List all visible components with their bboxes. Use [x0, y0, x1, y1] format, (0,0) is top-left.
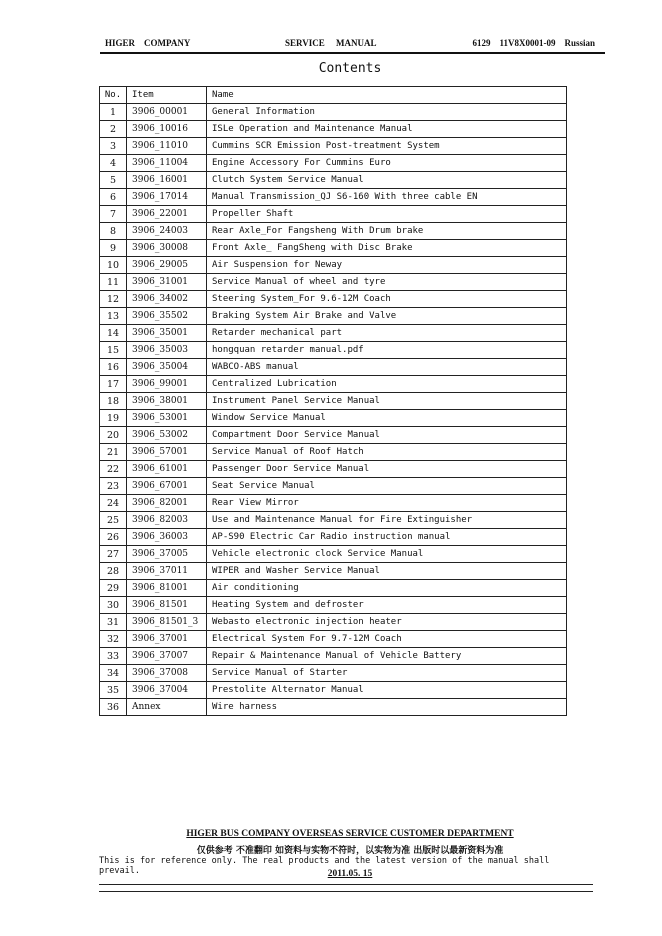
table-header-row	[100, 87, 567, 104]
column-header-name: Name	[207, 87, 567, 104]
row-item-code: 3906_10016	[127, 121, 207, 138]
table-row	[100, 325, 567, 342]
row-name: Seat Service Manual	[207, 478, 567, 495]
row-name: Braking System Air Brake and Valve	[207, 308, 567, 325]
row-number: 5	[100, 172, 127, 189]
row-name: WIPER and Washer Service Manual	[207, 563, 567, 580]
table-row	[100, 376, 567, 393]
row-name: Front Axle_ FangSheng with Disc Brake	[207, 240, 567, 257]
table-row	[100, 342, 567, 359]
row-name: Passenger Door Service Manual	[207, 461, 567, 478]
row-item-code: 3906_35502	[127, 308, 207, 325]
row-item-code: 3906_35001	[127, 325, 207, 342]
row-number: 12	[100, 291, 127, 308]
table-row	[100, 529, 567, 546]
header-doc-type: SERVICE MANUAL	[285, 38, 377, 48]
row-number: 13	[100, 308, 127, 325]
row-item-code: 3906_67001	[127, 478, 207, 495]
table-row	[100, 393, 567, 410]
row-name: AP-S90 Electric Car Radio instruction manual	[207, 529, 567, 546]
row-number: 21	[100, 444, 127, 461]
row-name: Compartment Door Service Manual	[207, 427, 567, 444]
row-name: Air conditioning	[207, 580, 567, 597]
table-row	[100, 631, 567, 648]
row-number: 6	[100, 189, 127, 206]
row-number: 20	[100, 427, 127, 444]
row-number: 1	[100, 104, 127, 121]
row-item-code: 3906_61001	[127, 461, 207, 478]
table-row	[100, 648, 567, 665]
header-company: HIGER COMPANY	[105, 38, 191, 48]
row-number: 25	[100, 512, 127, 529]
row-number: 34	[100, 665, 127, 682]
row-number: 9	[100, 240, 127, 257]
row-item-code: 3906_38001	[127, 393, 207, 410]
row-number: 2	[100, 121, 127, 138]
row-number: 17	[100, 376, 127, 393]
table-row	[100, 682, 567, 699]
row-name: Engine Accessory For Cummins Euro	[207, 155, 567, 172]
footer-rule-bottom	[99, 891, 593, 892]
row-name: Propeller Shaft	[207, 206, 567, 223]
row-number: 31	[100, 614, 127, 631]
row-number: 14	[100, 325, 127, 342]
row-number: 35	[100, 682, 127, 699]
row-item-code: 3906_30008	[127, 240, 207, 257]
row-item-code: 3906_53002	[127, 427, 207, 444]
row-item-code: 3906_37005	[127, 546, 207, 563]
row-number: 33	[100, 648, 127, 665]
table-row	[100, 665, 567, 682]
row-number: 24	[100, 495, 127, 512]
table-row	[100, 478, 567, 495]
row-name: Repair & Maintenance Manual of Vehicle Battery	[207, 648, 567, 665]
row-item-code: 3906_53001	[127, 410, 207, 427]
row-name: Cummins SCR Emission Post-treatment System	[207, 138, 567, 155]
table-row	[100, 138, 567, 155]
row-item-code: 3906_11004	[127, 155, 207, 172]
row-item-code: 3906_11010	[127, 138, 207, 155]
table-row	[100, 461, 567, 478]
header-doc-code: 6129 11V8X0001-09 Russian	[472, 38, 595, 48]
table-row	[100, 257, 567, 274]
row-item-code: 3906_81501_3	[127, 614, 207, 631]
row-name: ISLe Operation and Maintenance Manual	[207, 121, 567, 138]
table-row	[100, 104, 567, 121]
contents-table	[99, 86, 567, 716]
table-row	[100, 410, 567, 427]
table-row	[100, 291, 567, 308]
row-name: Air Suspension for Neway	[207, 257, 567, 274]
row-name: Use and Maintenance Manual for Fire Extinguisher	[207, 512, 567, 529]
row-name: Service Manual of Roof Hatch	[207, 444, 567, 461]
row-name: Vehicle electronic clock Service Manual	[207, 546, 567, 563]
row-name: Steering System_For 9.6-12M Coach	[207, 291, 567, 308]
row-number: 15	[100, 342, 127, 359]
column-header-no: No.	[100, 87, 127, 104]
row-name: General Information	[207, 104, 567, 121]
row-number: 19	[100, 410, 127, 427]
row-item-code: 3906_29005	[127, 257, 207, 274]
table-row	[100, 274, 567, 291]
footer-notice-cn: 仅供参考 不准翻印 如资料与实物不符时，以实物为准 出版时以最新资料为准	[196, 846, 504, 856]
table-row	[100, 563, 567, 580]
footer-date: 2011.05. 15	[327, 869, 373, 879]
row-name: Centralized Lubrication	[207, 376, 567, 393]
row-item-code: 3906_37011	[127, 563, 207, 580]
row-item-code: 3906_81501	[127, 597, 207, 614]
row-number: 10	[100, 257, 127, 274]
row-name: Webasto electronic injection heater	[207, 614, 567, 631]
row-name: Clutch System Service Manual	[207, 172, 567, 189]
row-number: 16	[100, 359, 127, 376]
row-item-code: 3906_37007	[127, 648, 207, 665]
row-item-code: 3906_36003	[127, 529, 207, 546]
table-row	[100, 427, 567, 444]
row-item-code: 3906_37001	[127, 631, 207, 648]
row-number: 4	[100, 155, 127, 172]
row-number: 36	[100, 699, 127, 716]
page-header	[100, 38, 605, 54]
row-number: 11	[100, 274, 127, 291]
row-name: Rear View Mirror	[207, 495, 567, 512]
table-row	[100, 597, 567, 614]
table-row	[100, 189, 567, 206]
table-row	[100, 240, 567, 257]
row-item-code: 3906_82001	[127, 495, 207, 512]
row-number: 30	[100, 597, 127, 614]
row-number: 22	[100, 461, 127, 478]
row-item-code: 3906_00001	[127, 104, 207, 121]
row-item-code: 3906_81001	[127, 580, 207, 597]
table-row	[100, 699, 567, 716]
row-name: Electrical System For 9.7-12M Coach	[207, 631, 567, 648]
table-row	[100, 359, 567, 376]
table-row	[100, 308, 567, 325]
row-name: Prestolite Alternator Manual	[207, 682, 567, 699]
row-number: 27	[100, 546, 127, 563]
row-name: Manual Transmission_QJ S6-160 With three cable EN	[207, 189, 567, 206]
row-number: 8	[100, 223, 127, 240]
table-row	[100, 121, 567, 138]
table-row	[100, 155, 567, 172]
row-number: 23	[100, 478, 127, 495]
row-name: Service Manual of wheel and tyre	[207, 274, 567, 291]
footer-rule-top	[99, 884, 593, 885]
table-row	[100, 223, 567, 240]
row-name: hongquan retarder manual.pdf	[207, 342, 567, 359]
row-item-code: 3906_31001	[127, 274, 207, 291]
row-name: Window Service Manual	[207, 410, 567, 427]
row-item-code: 3906_37008	[127, 665, 207, 682]
row-number: 26	[100, 529, 127, 546]
table-row	[100, 546, 567, 563]
row-name: Instrument Panel Service Manual	[207, 393, 567, 410]
row-item-code: 3906_16001	[127, 172, 207, 189]
row-name: Wire harness	[207, 699, 567, 716]
row-number: 32	[100, 631, 127, 648]
column-header-item: Item	[127, 87, 207, 104]
row-item-code: 3906_37004	[127, 682, 207, 699]
table-row	[100, 206, 567, 223]
table-row	[100, 495, 567, 512]
table-row	[100, 444, 567, 461]
row-item-code: 3906_57001	[127, 444, 207, 461]
row-item-code: 3906_22001	[127, 206, 207, 223]
footer-notice-en: This is for reference only. The real products and the latest version of the manual shall prevail.	[99, 856, 550, 876]
page-title: Contents	[318, 61, 382, 76]
row-item-code: 3906_35004	[127, 359, 207, 376]
row-item-code: 3906_35003	[127, 342, 207, 359]
row-name: Rear Axle_For Fangsheng With Drum brake	[207, 223, 567, 240]
row-item-code: 3906_24003	[127, 223, 207, 240]
row-number: 7	[100, 206, 127, 223]
row-number: 28	[100, 563, 127, 580]
row-item-code: 3906_82003	[127, 512, 207, 529]
footer-department: HIGER BUS COMPANY OVERSEAS SERVICE CUSTOMER DEPARTMENT	[186, 829, 514, 839]
row-name: Service Manual of Starter	[207, 665, 567, 682]
row-name: WABCO-ABS manual	[207, 359, 567, 376]
row-item-code: Annex	[127, 699, 207, 716]
row-number: 29	[100, 580, 127, 597]
row-item-code: 3906_99001	[127, 376, 207, 393]
row-number: 3	[100, 138, 127, 155]
table-row	[100, 614, 567, 631]
table-row	[100, 580, 567, 597]
table-row	[100, 512, 567, 529]
row-item-code: 3906_17014	[127, 189, 207, 206]
row-name: Heating System and defroster	[207, 597, 567, 614]
row-name: Retarder mechanical part	[207, 325, 567, 342]
table-row	[100, 172, 567, 189]
row-number: 18	[100, 393, 127, 410]
row-item-code: 3906_34002	[127, 291, 207, 308]
